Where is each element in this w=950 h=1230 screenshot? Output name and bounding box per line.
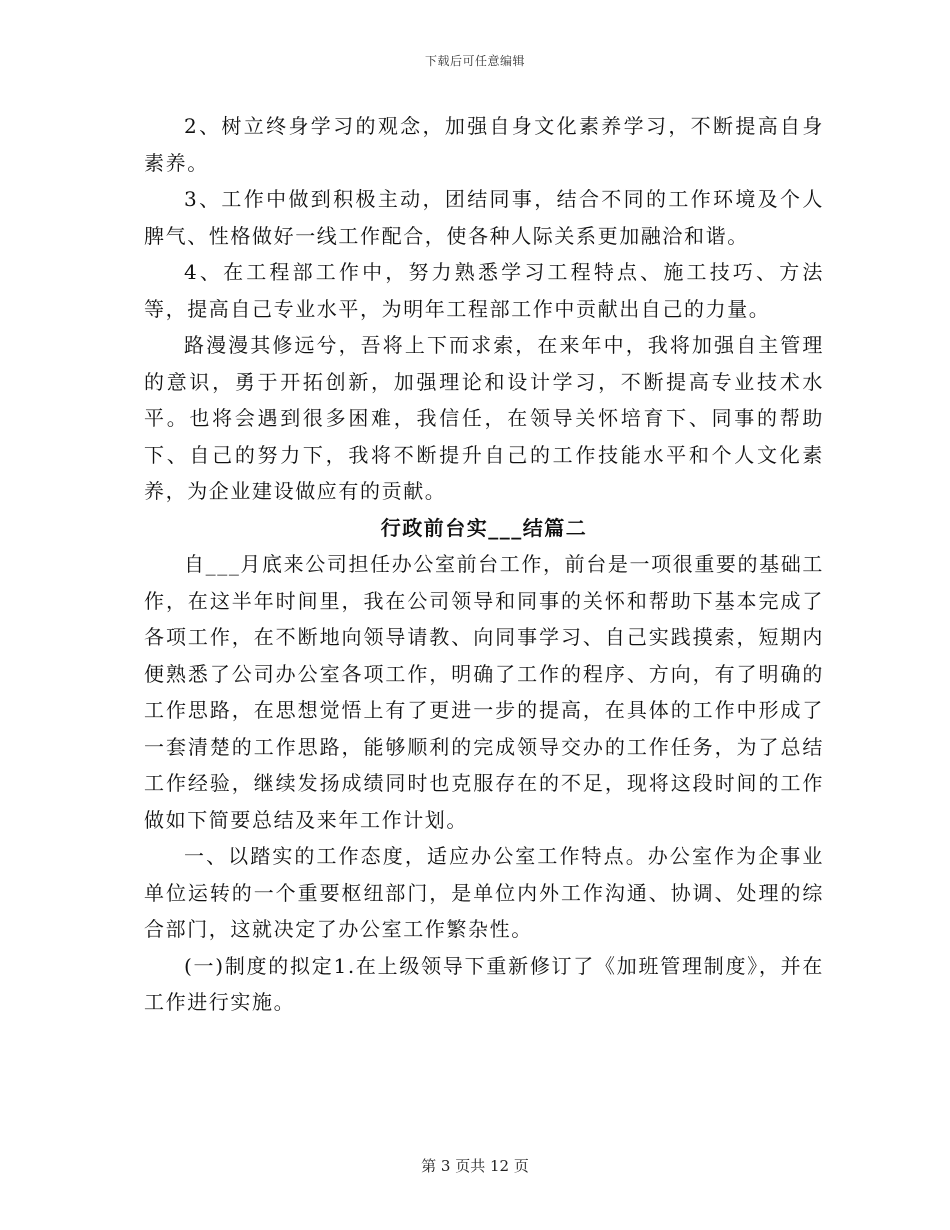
paragraph-item-3: 3、工作中做到积极主动，团结同事，结合不同的工作环境及个人脾气、性格做好一线工作配合，使各种人际关系更加融洽和谐。 bbox=[144, 187, 824, 248]
document-body bbox=[144, 108, 824, 1021]
page-header: 下载后可任意编辑 bbox=[424, 54, 525, 68]
paragraph-conclusion: 路漫漫其修远兮，吾将上下而求索，在来年中，我将加强自主管理的意识，勇于开拓创新，加强理论和设计学习，不断提高专业技术水平。也将会遇到很多困难，我信任，在领导关怀培育下、同事的帮助下、自己的努力下，我将不断提升自己的工作技能水平和个人文化素养，为企业建设做应有的贡献。 bbox=[144, 333, 824, 503]
section-title: 行政前台实___结篇二 bbox=[380, 515, 588, 540]
paragraph-section-one: 一、以踏实的工作态度，适应办公室工作特点。办公室作为企事业单位运转的一个重要枢纽部门，是单位内外工作沟通、协调、处理的综合部门，这就决定了办公室工作繁杂性。 bbox=[144, 844, 824, 941]
paragraph-subsection-one: (一)制度的拟定1.在上级领导下重新修订了《加班管理制度》，并在工作进行实施。 bbox=[144, 953, 824, 1014]
page-footer: 第 3 页共 12 页 bbox=[421, 1157, 529, 1175]
paragraph-item-2: 2、树立终身学习的观念，加强自身文化素养学习，不断提高自身素养。 bbox=[144, 114, 824, 175]
paragraph-intro: 自___月底来公司担任办公室前台工作，前台是一项很重要的基础工作，在这半年时间里，我在公司领导和同事的关怀和帮助下基本完成了各项工作，在不断地向领导请教、向同事学习、自己实践摸索，短期内便熟悉了公司办公室各项工作，明确了工作的程序、方向，有了明确的工作思路，在思想觉悟上有了更进一步的提高，在具体的工作中形成了一套清楚的工作思路，能够顺利的完成领导交办的工作任务，为了总结工作经验，继续发扬成绩同时也克服存在的不足，现将这段时间的工作做如下简要总结及来年工作计划。 bbox=[144, 552, 824, 832]
paragraph-item-4: 4、在工程部工作中，努力熟悉学习工程特点、施工技巧、方法等，提高自己专业水平，为明年工程部工作中贡献出自己的力量。 bbox=[144, 260, 824, 321]
